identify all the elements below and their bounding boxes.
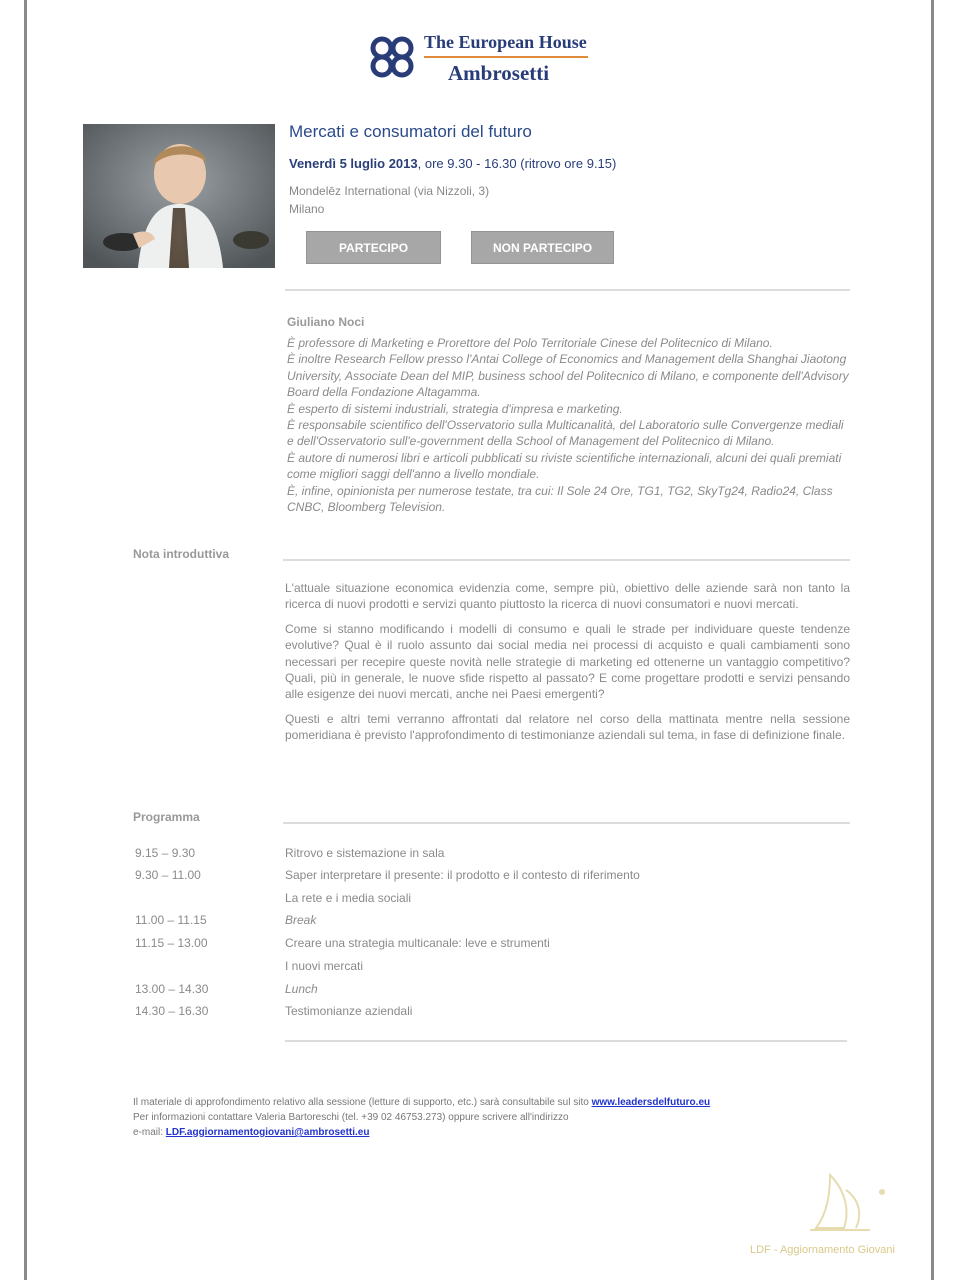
email-label: e-mail: xyxy=(133,1127,164,1138)
event-date xyxy=(289,156,616,171)
programme-item: Creare una strategia multicanale: leve e strumenti xyxy=(285,936,550,950)
divider xyxy=(285,1040,847,1042)
event-photo xyxy=(83,124,275,268)
programme-time: 9.15 – 9.30 xyxy=(135,846,196,860)
divider xyxy=(285,289,850,291)
programme-item: Ritrovo e sistemazione in sala xyxy=(285,846,445,860)
divider xyxy=(283,559,850,561)
intro-text xyxy=(285,580,850,752)
footer-info xyxy=(133,1095,853,1140)
event-date-time: , ore 9.30 - 16.30 (ritrovo ore 9.15) xyxy=(417,156,617,171)
speaker-bio-line: È inoltre Research Fellow presso l'Antai College of Economics and Management della Shanghai Jiaotong University, Associate Dean del MIP, business school del Politecnico di Milano, e componente dell'Advisory Board della Fondazione Altagamma. xyxy=(287,352,849,400)
event-city: Milano xyxy=(289,202,325,216)
programme-time: 11.15 – 13.00 xyxy=(135,936,208,950)
programme-item: Break xyxy=(285,913,317,927)
participate-button[interactable]: PARTECIPO xyxy=(306,231,441,264)
event-venue: Mondelēz International (via Nizzoli, 3) xyxy=(289,184,490,198)
logo-divider xyxy=(424,56,588,58)
intro-paragraph: Questi e altri temi verranno affrontati dal relatore nel corso della mattinata mentre nella sessione pomeridiana è previsto l'approfondimento di testimonianze aziendali sul tema, in fase di definizione finale. xyxy=(285,711,850,743)
footer-line-3 xyxy=(133,1125,853,1140)
intro-label: Nota introduttiva xyxy=(133,547,229,561)
programme-item: Lunch xyxy=(285,982,318,996)
sailboat-icon xyxy=(800,1170,910,1240)
not-participate-button[interactable]: NON PARTECIPO xyxy=(471,231,614,264)
event-date-day: Venerdì 5 luglio 2013 xyxy=(289,156,418,171)
website-link[interactable]: www.leadersdelfuturo.eu xyxy=(591,1097,711,1108)
watermark-text: LDF - Aggiornamento Giovani xyxy=(750,1244,895,1256)
programme-item: Testimonianze aziendali xyxy=(285,1004,413,1018)
speaker-bio-line: È responsabile scientifico dell'Osservatorio sulla Multicanalità, del Laboratorio sulle Convergenze mediali e dell'Osservatorio sull'e-government della School of Management del Politecnico di Milano. xyxy=(287,418,844,449)
logo-line-2: Ambrosetti xyxy=(448,61,550,85)
programme-label: Programma xyxy=(133,810,200,824)
intro-paragraph: L'attuale situazione economica evidenzia come, sempre più, obiettivo delle aziende sarà non tanto la ricerca di nuovi prodotti e servizi quanto piuttosto la ricerca di nuovi consumatori e nuovi mercati. xyxy=(285,581,850,612)
speaker-bio-line: È, infine, opinionista per numerose testate, tra cui: Il Sole 24 Ore, TG1, TG2, SkyTg24, Radio24, Class CNBC, Bloomberg Television. xyxy=(287,483,833,515)
footer-line-2: Per informazioni contattare Valeria Bartoreschi (tel. +39 02 46753.273) oppure scrivere all'indirizzo xyxy=(133,1112,569,1123)
email-link[interactable]: LDF.aggiornamentogiovani@ambrosetti.eu xyxy=(165,1127,370,1138)
footer-line-1 xyxy=(133,1095,853,1110)
programme-time: 9.30 – 11.00 xyxy=(135,868,201,882)
programme-item: La rete e i media sociali xyxy=(285,891,412,905)
event-title: Mercati e consumatori del futuro xyxy=(289,122,532,141)
company-logo[interactable] xyxy=(368,30,598,90)
programme-time: 13.00 – 14.30 xyxy=(135,982,209,996)
programme-item: I nuovi mercati xyxy=(285,959,364,973)
programme-item: Saper interpretare il presente: il prodotto e il contesto di riferimento xyxy=(285,868,640,882)
speaker-bio-line: È professore di Marketing e Prorettore del Polo Territoriale Cinese del Politecnico di Milano. xyxy=(287,336,773,350)
programme-time: 14.30 – 16.30 xyxy=(135,1004,209,1018)
speaker-bio-line: È esperto di sistemi industriali, strategia d'impresa e marketing. xyxy=(287,401,623,416)
speaker-bio xyxy=(287,335,852,515)
programme-time: 11.00 – 11.15 xyxy=(135,913,207,927)
speaker-bio-line: È autore di numerosi libri e articoli pubblicati su riviste scientifiche internazionali, alcuni dei quali premiati come migliori saggi dell'anno a livello mondiale. xyxy=(287,450,842,482)
logo-mark-icon xyxy=(368,34,418,80)
logo-line-1: The European House xyxy=(424,32,587,52)
intro-paragraph: Come si stanno modificando i modelli di consumo e quali le strade per individuare queste tendenze evolutive? Qual è il ruolo assunto dai social media nei processi di acquisto e quali cambiamenti sono necessari per recepire queste novità nelle strategie di marketing ed ottenerne un vantaggio competitivo? Quali, più in generale, le nuove sfide rispetto al passato? E come progettare prodotti e servizi pensando alle esigenze dei nuovi mercati, anche nei Paesi emergenti? xyxy=(285,621,850,702)
footer-text: Il materiale di approfondimento relativo alla sessione (letture di supporto, etc.) sarà consultabile sul sito xyxy=(133,1097,589,1108)
divider xyxy=(283,822,850,824)
speaker-name: Giuliano Noci xyxy=(287,315,365,329)
